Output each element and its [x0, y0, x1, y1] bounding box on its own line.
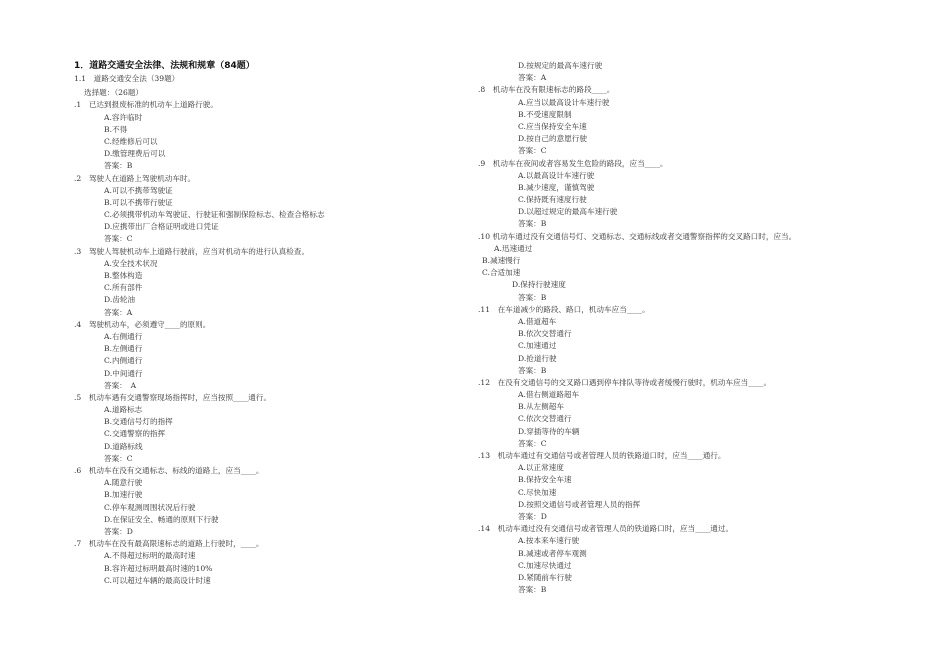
question-block — [74, 99, 454, 172]
option-line: A.随意行驶 — [104, 478, 143, 488]
answer-line: 答案：A — [518, 73, 547, 83]
question-line: .8 机动车在没有限速标志的路段____。 — [478, 85, 615, 95]
option-line: B.加速行驶 — [104, 490, 143, 500]
answer-line: 答案：D — [518, 511, 547, 521]
option-line: B.保持安全车速 — [518, 475, 572, 485]
option-line: A.以正常速度 — [518, 463, 564, 473]
option-line: C.依次交替通行 — [518, 414, 572, 424]
option-line: B.减速慢行 — [482, 256, 521, 265]
option-line: D.缴管理费后可以 — [104, 149, 166, 159]
section-subtitle: 1.1 道路交通安全法（39题） — [74, 74, 180, 83]
question-line: .1 已达到报废标准的机动车上道路行驶。 — [74, 100, 218, 110]
right-question-list — [478, 84, 888, 230]
option-line: D.以超过规定的最高车速行驶 — [518, 207, 618, 217]
option-line: D.抢道行驶 — [518, 353, 557, 363]
option-line: B.减速或者停车观测 — [518, 548, 587, 558]
question-line: .12 在没有交通信号的交叉路口遇到停车排队等待或者缓慢行驶时，机动车应当____。 — [478, 377, 772, 387]
question-line: .13 机动车通过有交通信号或者管理人员的铁路道口时，应当____通行。 — [478, 451, 726, 460]
option-line: A.迅速通过 — [494, 243, 533, 253]
option-line: C.交通警察的指挥 — [104, 429, 166, 439]
answer-line: 答案： A — [104, 380, 137, 390]
answer-line: 答案：B — [518, 365, 547, 375]
option-line: D.紧随前车行驶 — [518, 572, 572, 582]
question-block — [74, 392, 454, 465]
option-line: A.不得超过标明的最高时速 — [104, 551, 196, 561]
question-block — [478, 377, 888, 450]
question-line: .9 机动车在夜间或者容易发生危险的路段，应当____。 — [478, 158, 668, 168]
question-line: .2 驾驶人在道路上驾驶机动车时。 — [74, 173, 196, 183]
option-line: D.按照交通信号或者管理人员的指挥 — [518, 499, 641, 509]
question-block — [478, 304, 888, 377]
question-line: .5 机动车遇有交通警察现场指挥时，应当按照____通行。 — [74, 392, 272, 402]
option-line: C.保持既有速度行驶 — [518, 195, 587, 205]
option-line: C.可以超过车辆的最高设计时速 — [104, 575, 211, 585]
answer-line: 答案：B — [518, 219, 547, 229]
option-line: A.应当以最高设计车速行驶 — [518, 97, 610, 107]
option-line: B.减少速度，谨慎驾驶 — [518, 182, 595, 192]
option-line: C.必须携带机动车驾驶证、行驶证和强制保险标志、检查合格标志 — [104, 210, 325, 220]
question-type-heading: 选择题：（26题） — [84, 88, 144, 98]
option-line: C.尽快加速 — [518, 487, 557, 497]
option-line: A.借道超车 — [518, 316, 557, 326]
option-line: A.按本来车速行驶 — [518, 536, 580, 546]
option-line: D.中间通行 — [104, 368, 143, 378]
answer-line: 答案：B — [518, 585, 547, 595]
question-line: .7 机动车在没有最高限速标志的道路上行驶时，____。 — [74, 539, 264, 549]
option-line: D.在保证安全、畅通的原则下行驶 — [104, 514, 219, 524]
question-block — [478, 523, 888, 596]
option-line: D.应携带出厂合格证明或进口凭证 — [104, 222, 219, 232]
question-line: .10 机动车通过没有交通信号灯、交通标志、交通标线或者交通警察指挥的交叉路口时，应当。 — [478, 231, 797, 241]
option-line: C.经维修后可以 — [104, 136, 158, 146]
answer-line: 答案：B — [104, 161, 133, 171]
option-line: A.容许临时 — [104, 112, 143, 122]
question-block — [74, 465, 454, 538]
option-line: C.停车观测周围状况后行驶 — [104, 502, 196, 512]
option-line: C.加速尽快通过 — [518, 560, 572, 570]
option-line: B.左侧通行 — [104, 344, 143, 354]
question-line: .3 驾驶人驾驶机动车上道路行驶前，应当对机动车的进行认真检查。 — [74, 246, 310, 256]
left-question-list — [74, 99, 454, 587]
option-line: B.可以不携带行驶证 — [104, 197, 173, 207]
answer-line: 答案：A — [104, 307, 133, 317]
right-column — [478, 60, 888, 596]
option-line: C.内侧通行 — [104, 356, 143, 366]
option-line: B.从左侧超车 — [518, 402, 564, 412]
answer-line: 答案：C — [104, 234, 133, 244]
question-line: .6 机动车在没有交通标志、标线的道路上，应当____。 — [74, 466, 264, 475]
option-line: B.交通信号灯的指挥 — [104, 417, 173, 427]
question-block — [74, 173, 454, 246]
option-line: D.保持行驶速度 — [512, 280, 566, 290]
option-line: D.按自己的意愿行驶 — [518, 134, 587, 144]
question-line: .14 机动车通过没有交通信号或者管理人员的铁道路口时，应当____通过。 — [478, 524, 734, 534]
question-block — [478, 158, 888, 231]
option-line: C.应当保持安全车速 — [518, 121, 587, 131]
left-column — [74, 60, 454, 587]
question-block — [478, 84, 888, 157]
option-line: D.按规定的最高车速行驶 — [518, 61, 603, 70]
answer-line: 答案：C — [104, 453, 133, 463]
question-line: .4 驾驶机动车，必须遵守____的原则。 — [74, 319, 211, 329]
option-line: C.合适加速 — [482, 268, 521, 278]
option-line: B.整体构造 — [104, 271, 143, 280]
option-line: B.不受速度限制 — [518, 109, 572, 119]
question-block — [478, 450, 888, 523]
option-line: D.齿轮油 — [104, 295, 136, 305]
question-block — [74, 246, 454, 319]
option-line: A.右侧通行 — [104, 331, 143, 341]
option-line: D.穿插等待的车辆 — [518, 426, 580, 436]
option-line: A.道路标志 — [104, 405, 143, 415]
question-block — [74, 319, 454, 392]
question-line: .11 在车道减少的路段、路口，机动车应当____。 — [478, 304, 650, 314]
option-line: A.可以不携带驾驶证 — [104, 185, 173, 195]
right-question-list-2 — [478, 304, 888, 597]
option-line: A.以最高设计车速行驶 — [518, 170, 595, 180]
option-line: A.安全技术状况 — [104, 258, 158, 268]
answer-line: 答案：D — [104, 526, 133, 536]
question-block — [74, 538, 454, 587]
option-line: B.容许超过标明最高时速的10% — [104, 563, 213, 573]
option-line: B.依次交替通行 — [518, 329, 572, 339]
answer-line: 答案：C — [518, 438, 547, 448]
option-line: B.不得 — [104, 124, 128, 134]
answer-line: 答案：B — [518, 292, 547, 302]
answer-line: 答案：C — [518, 146, 547, 156]
option-line: C.所有部件 — [104, 283, 143, 293]
option-line: D.道路标线 — [104, 441, 143, 451]
option-line: C.加速通过 — [518, 341, 557, 351]
option-line: A.借右侧道路超车 — [518, 390, 580, 400]
chapter-title: 1．道路交通安全法律、法规和规章（84题） — [74, 61, 255, 71]
